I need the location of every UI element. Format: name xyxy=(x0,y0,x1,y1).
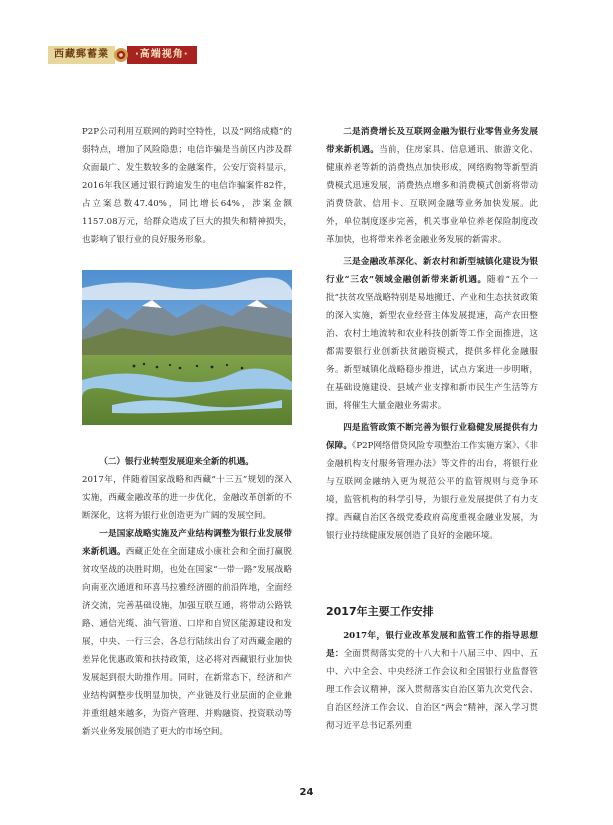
header-right-label: ·高端视角· xyxy=(127,46,197,64)
right-paragraph-2: 随着“五个一批”扶贫攻坚战略特别是易地搬迁、产业和生态扶贫政策的深入实施，新型农业经营主体发展提速，高产农田整治、农村土地流转和农业科技创新等工作全面推进，这都需要银行业创新扶贫融资模式，提供多样化金融服务。新型城镇化战略稳步推进，试点方案进一步明晰，在基础设施建设、县域产业支撑和新市民生产生活等方面，将催生大量金融业务需求。 xyxy=(326,275,538,411)
right-paragraph-2-lead: 三是金融改革深化、新农村和新型城镇化建设为银行业“三农”领域金融创新带来新机遇。 xyxy=(326,257,538,285)
right-paragraph-1: 当前，住房家具、信息通讯、旅游文化、健康养老等新的消费热点加快形成，网络购物等新型消费模式迅速发展，消费热点增多和消费模式创新将带动消费贷款、信用卡、互联网金融等业务加快发展。此外，单位制度逐步完善，机关事业单位养老保险制度改革加快，也将带来养老金融业务发展的新需求。 xyxy=(326,145,538,245)
emblem-icon xyxy=(113,44,129,66)
section-paragraph: 全面贯彻落实党的十八大和十八届三中、四中、五中、六中全会、中央经济工作会议和全国银行业监督管理工作会议精神，深入贯彻落实自治区第九次党代会、自治区经济工作会议、自治区“两会”精神，深入学习贯彻习近平总书记系列重 xyxy=(326,649,538,731)
left-subhead: （二）银行业转型发展迎来全新的机遇。 xyxy=(99,457,254,467)
page-number: 24 xyxy=(299,787,314,798)
left-paragraph-3-lead: 一是国家战略实施及产业结构调整为银行业发展带来新机遇。 xyxy=(82,529,292,557)
right-paragraph-1-lead: 二是消费增长及互联网金融为银行业零售业务发展带来新机遇。 xyxy=(326,127,538,155)
header-left-label: 西藏郵蓄業 xyxy=(48,46,115,64)
left-paragraph-3: 西藏正处在全面建成小康社会和全面打赢脱贫攻坚战的决胜时期，也处在国家“一带一路”发展战略向南亚次通道和环喜马拉雅经济圈的前沿阵地，全面经济交流，完善基础设施，加强互联互通，将带动公路铁路、通信光缆、油气管道、口岸和自贸区能源建设和发展，中央、一行三会、各总行陆续出台了对西藏金融的差异化优惠政策和扶持政策，这必将对西藏银行业加快发展起到很大助推作用。同时，在新常态下，经济和产业结构调整步伐明显加快，产业链及行业层面的企业兼并重组越来越多，为资产管理、并购融资、投资联动等新兴业务发展创造了更大的市场空间。 xyxy=(82,547,292,737)
page-header xyxy=(48,44,238,66)
right-paragraph-3-lead: 四是监管政策不断完善为银行业稳健发展提供有力保障。 xyxy=(326,423,538,451)
left-column-main xyxy=(82,453,292,741)
left-column-intro xyxy=(82,123,292,249)
section-title: 2017年主要工作安排 xyxy=(326,605,434,618)
section-body xyxy=(326,627,538,735)
landscape-photo xyxy=(82,270,292,425)
section-paragraph-lead: 2017年，银行业改革发展和监管工作的指导思想是： xyxy=(326,631,538,659)
left-paragraph-2: 2017年，伴随着国家战略和西藏“十三五”规划的深入实施，西藏金融改革的进一步优化，金融改革创新的不断深化，这将为银行业创造更为广阔的发展空间。 xyxy=(82,475,292,521)
right-column xyxy=(326,123,538,545)
right-paragraph-3: 《P2P网络借贷风险专项整治工作实施方案》、《非金融机构支付服务管理办法》等文件的出台，将银行业与互联网金融纳入更为规范公平的监管规则与竞争环境，监管机构的科学引导，为银行业发展提供了有力支撑。西藏自治区各级党委政府高度重视金融业发展，为银行业持续健康发展创造了良好的金融环境。 xyxy=(326,441,538,541)
left-paragraph-1: P2P公司利用互联网的跨时空特性，以及“网络成瘾”的弱特点，增加了风险隐患；电信诈骗是当前区内涉及群众面最广、发生数较多的金融案件，公安厅资料显示，2016年我区通过银行跨逾发生的电信诈骗案件82件，占立案总数47.40%，同比增长64%，涉案金额1157.08万元，给群众造成了巨大的损失和精神损失，也影响了银行业的良好服务形象。 xyxy=(82,127,292,245)
